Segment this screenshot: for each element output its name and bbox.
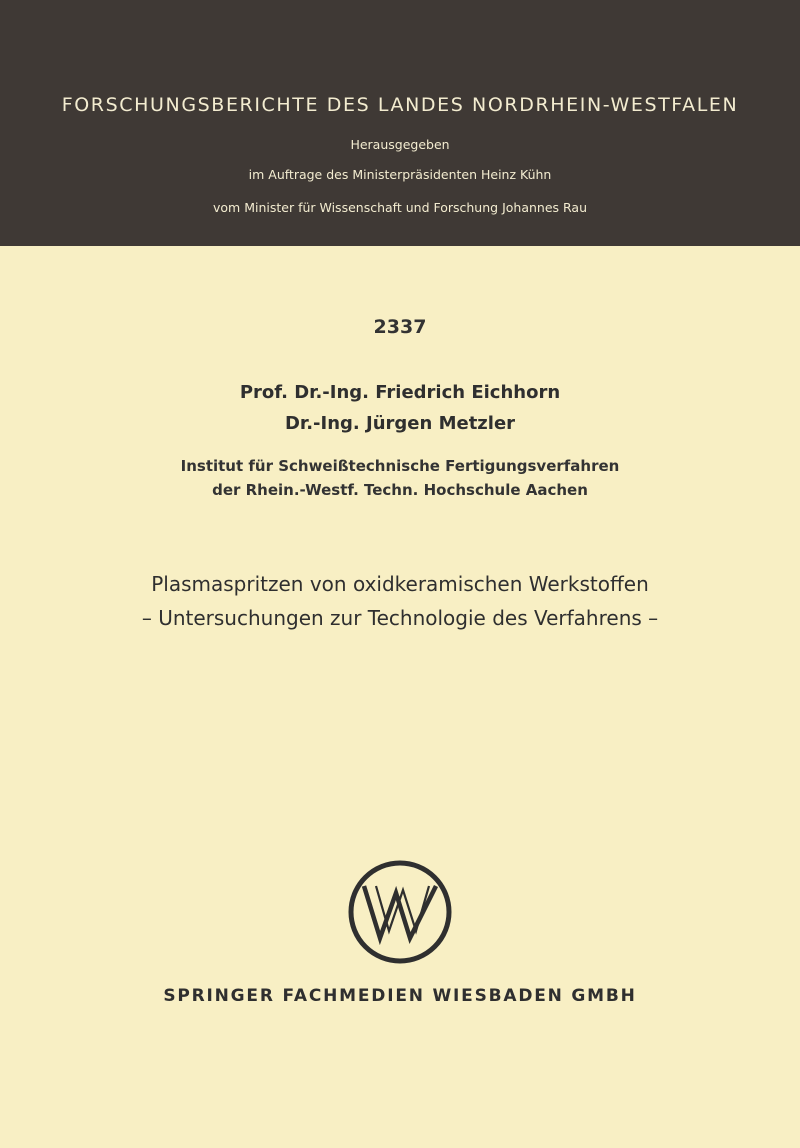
author-1: Prof. Dr.-Ing. Friedrich Eichhorn <box>239 382 561 403</box>
book-title-line-1: Plasmaspritzen von oxidkeramischen Werkstoffen <box>151 572 649 596</box>
editor-line-1: Herausgegeben <box>350 137 450 152</box>
publisher-logo-icon <box>347 859 453 965</box>
institute-line-1: Institut für Schweißtechnische Fertigungsverfahren <box>180 457 620 475</box>
volume-number: 2337 <box>373 316 427 338</box>
publisher-name: SPRINGER FACHMEDIEN WIESBADEN GMBH <box>163 986 637 1006</box>
book-title-line-2: – Untersuchungen zur Technologie des Verfahrens – <box>141 606 659 630</box>
series-title: FORSCHUNGSBERICHTE DES LANDES NORDRHEIN-WESTFALEN <box>61 94 739 116</box>
author-2: Dr.-Ing. Jürgen Metzler <box>284 413 516 434</box>
editor-line-3: vom Minister für Wissenschaft und Forschung Johannes Rau <box>213 200 587 215</box>
institute-line-2: der Rhein.-Westf. Techn. Hochschule Aachen <box>212 481 588 499</box>
editor-line-2: im Auftrage des Ministerpräsidenten Heinz Kühn <box>248 167 552 182</box>
series-header-band <box>0 0 800 246</box>
